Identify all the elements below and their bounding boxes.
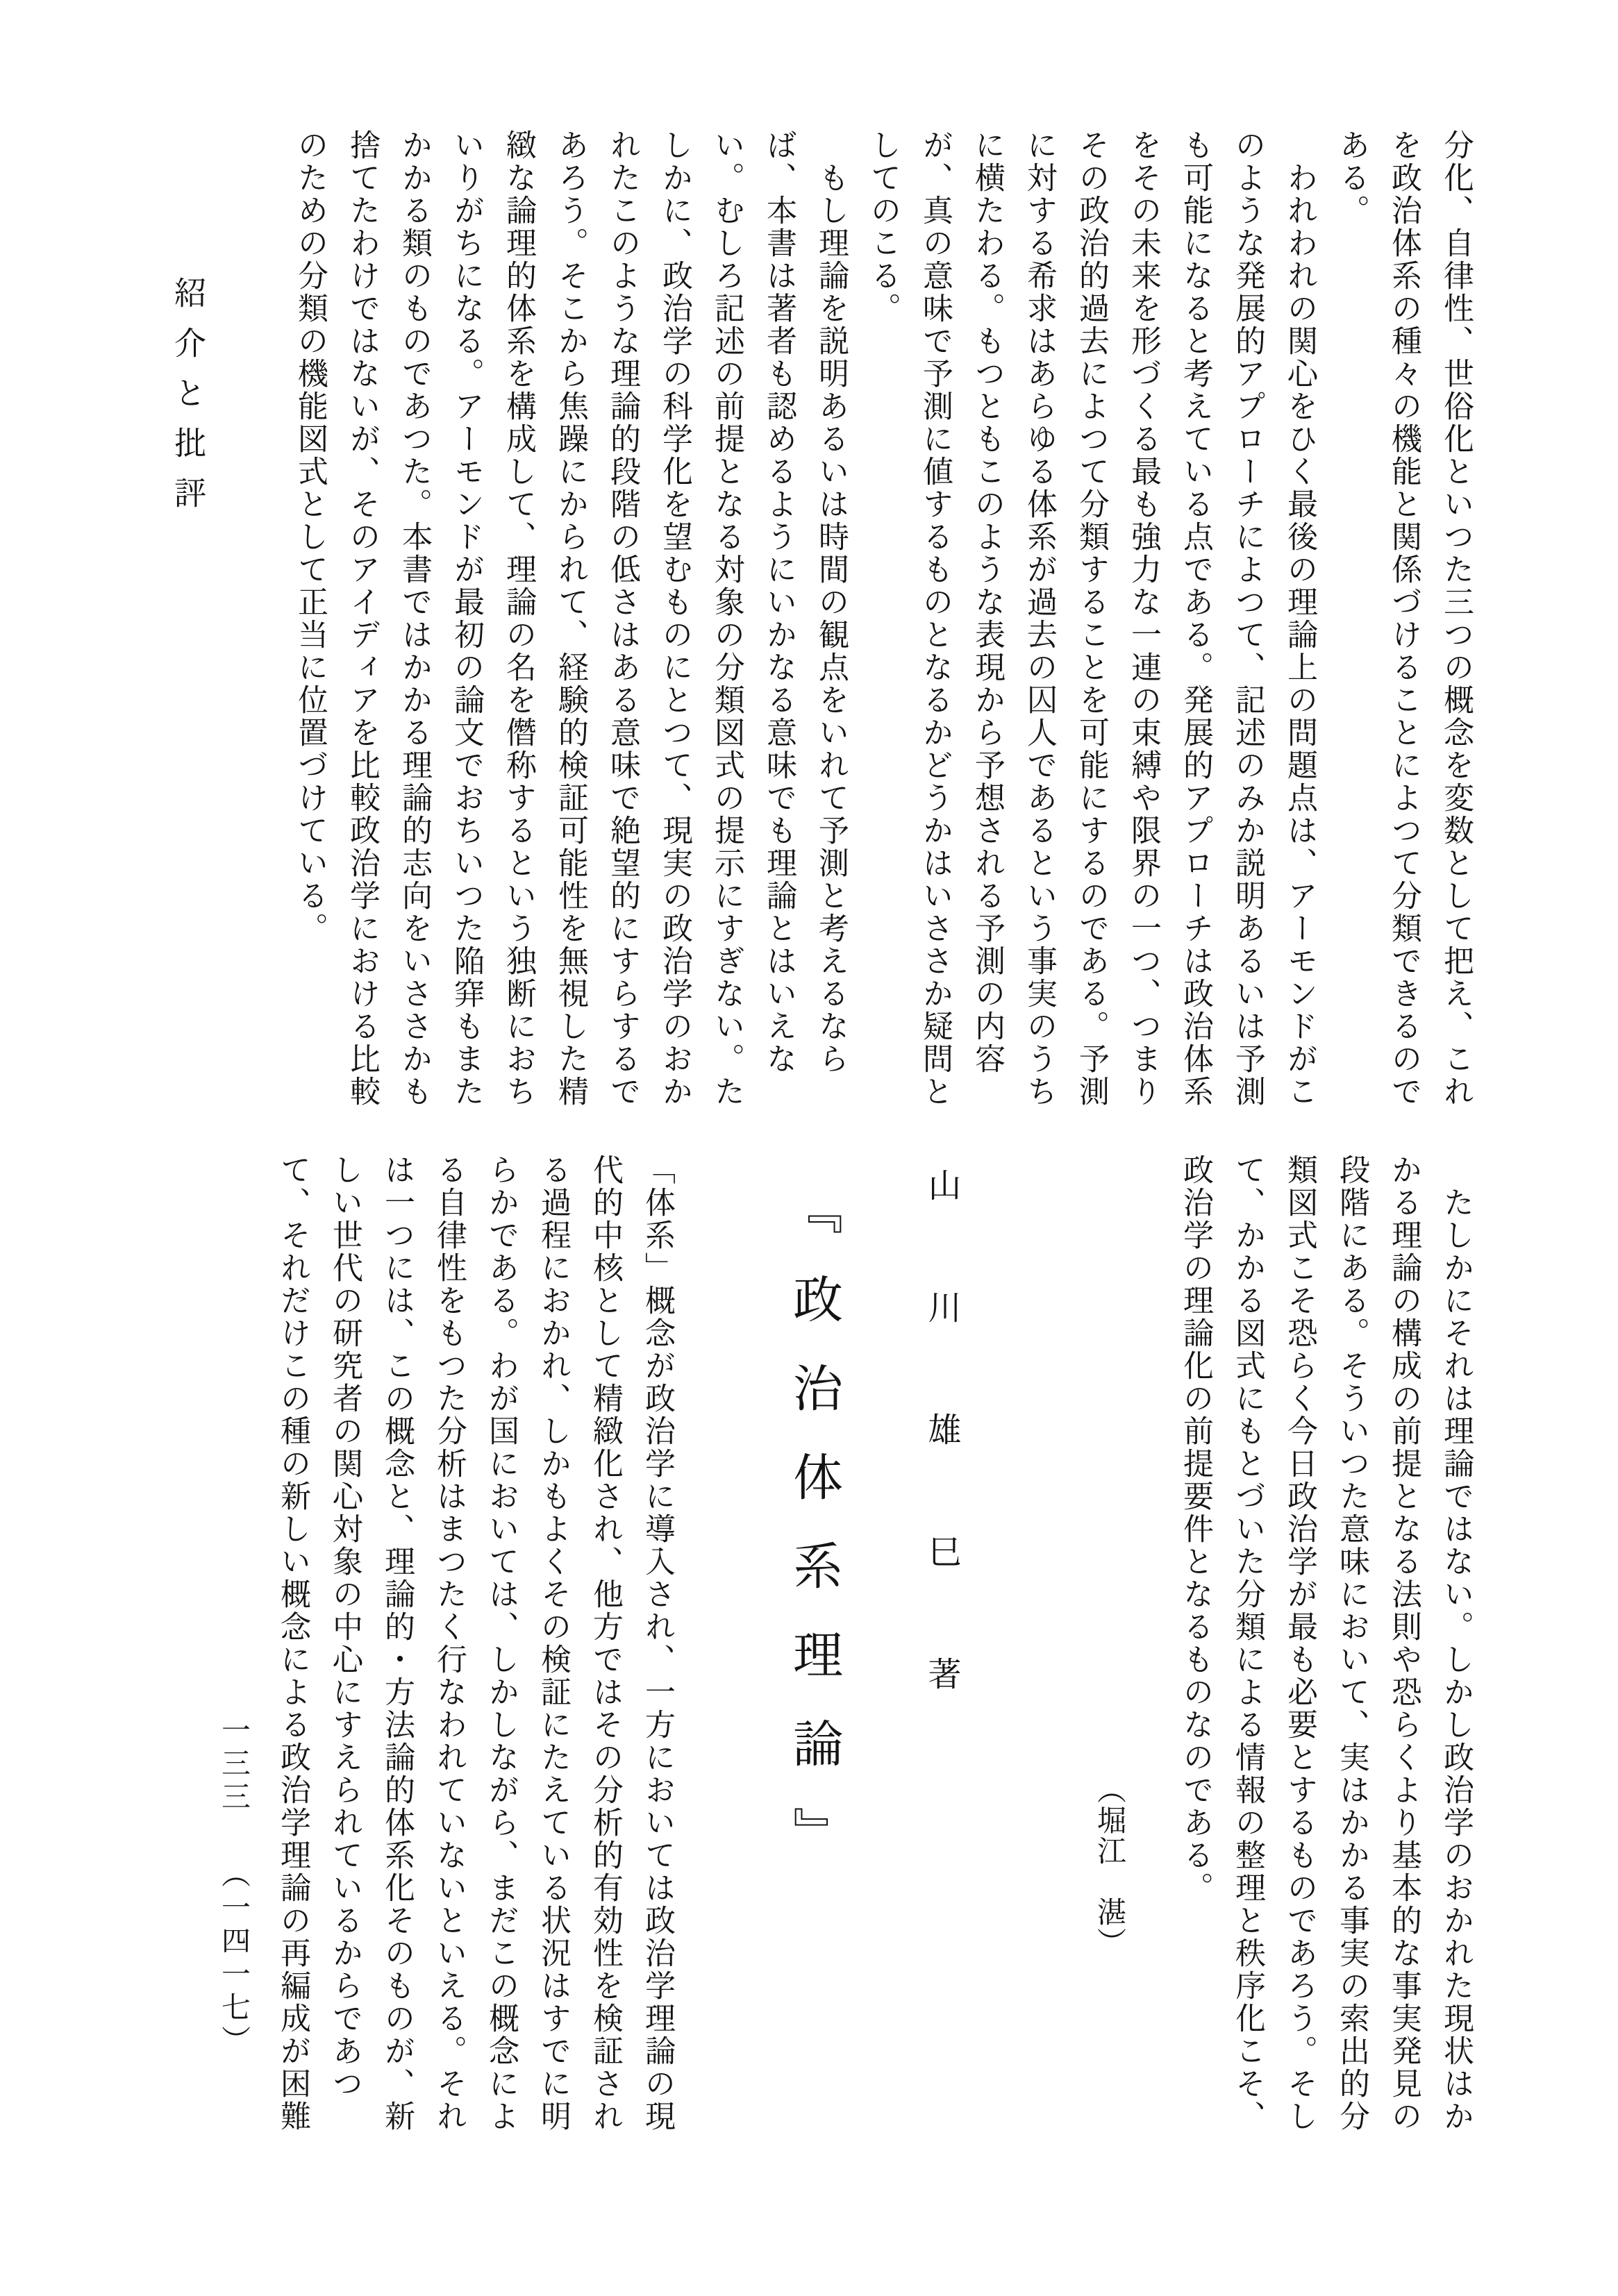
text-column: 「体系」概念が政治学に導入され、一方においては政治学理論の現: [640, 1154, 675, 2133]
text-column: る自律性をもつた分析はまつたく行なわれていないといえる。それ: [431, 1154, 467, 2133]
text-column: て、かかる図式にもとづいた分類による情報の整理と秩序化こそ、: [1230, 1154, 1265, 2133]
text-column: のような発展的アプローチによつて、記述のみか説明あるいは予測: [1230, 129, 1265, 1108]
text-column: 分化、自律性、世俗化といつた三つの概念を変数として把え、これ: [1438, 129, 1474, 1108]
page-number: [190, 1661, 278, 2059]
text-column: あろう。そこから焦躁にかられて、経験的検証可能性を無視した精: [553, 129, 588, 1108]
review-almond-closing-text: [1178, 1154, 1474, 2133]
text-column: 緻な論理的体系を構成して、理論の名を僭称するという独断におち: [501, 129, 536, 1108]
text-column: ある。: [1334, 129, 1369, 227]
text-column: 代的中核として精緻化され、他方ではその分析的有効性を検証され: [587, 1154, 623, 2133]
text-column: 政治学の理論化の前提要件となるものなのである。: [1178, 1154, 1213, 1904]
text-column: その政治的過去によつて分類することを可能にするのである。予測: [1074, 129, 1109, 1108]
text-column: われわれの関心をひく最後の理論上の問題点は、アーモンドがこ: [1282, 129, 1317, 1108]
text-column: に横たわる。もつともこのような表現から予想される予測の内容: [969, 129, 1005, 1075]
text-column: て、それだけこの種の新しい概念による政治学理論の再編成が困難: [275, 1154, 310, 2133]
text-column: に対する希求はあらゆる体系が過去の囚人であるという事実のうち: [1021, 129, 1057, 1108]
section-header: 紹介と批評: [169, 276, 207, 526]
text-column: をその未来を形づくる最も強力な一連の束縛や限界の一つ、つまり: [1126, 129, 1161, 1108]
reviewer-attribution: （堀江 湛）: [1093, 1775, 1127, 1958]
text-column: かる理論の構成の前提となる法則や恐らくより基本的な事実発見の: [1386, 1154, 1421, 2133]
text-column: しい世代の研究者の関心対象の中心にすえられているからであつ: [327, 1154, 362, 2100]
text-column: 段階にある。そういつた意味において、実はかかる事実の索出的分: [1334, 1154, 1369, 2133]
review-yamakawa-opening-text: [275, 1154, 675, 2133]
text-column: も可能になると考えている点である。発展的アプローチは政治体系: [1178, 129, 1213, 1108]
text-column: 類図式こそ恐らく今日政治学が最も必要とするものであろう。そし: [1282, 1154, 1317, 2133]
text-column: が、真の意味で予測に値するものとなるかどうかはいささか疑問と: [917, 129, 953, 1108]
page-number-main: 一三三: [217, 1714, 251, 1815]
text-column: たしかにそれは理論ではない。しかし政治学のおかれた現状はか: [1438, 1154, 1474, 2133]
text-column: してのこる。: [865, 129, 901, 325]
text-column: ば、本書は著者も認めるようにいかなる意味でも理論とはいえな: [761, 129, 797, 1075]
text-column: は一つには、この概念と、理論的・方法論的体系化そのものが、新: [379, 1154, 415, 2133]
book-author: 山川雄巳著: [922, 1168, 961, 1779]
book-title: 『政治体系理論』: [785, 1184, 843, 1895]
text-column: い。むしろ記述の前提となる対象の分類図式の提示にすぎない。た: [709, 129, 744, 1108]
text-column: を政治体系の種々の機能と関係づけることによつて分類できるので: [1386, 129, 1421, 1108]
text-column: れたこのような理論的段階の低さはある意味で絶望的にすらするで: [605, 129, 640, 1108]
page-number-series: （一四一七）: [217, 1859, 251, 2059]
text-column: しかに、政治学の科学化を望むものにとつて、現実の政治学のおか: [657, 129, 692, 1108]
text-column: らかである。わが国においては、しかしながら、まだこの概念によ: [483, 1154, 519, 2133]
text-column: 捨てたわけではないが、そのアイディアを比較政治学における比較: [344, 129, 380, 1108]
text-column: る過程におかれ、しかもよくその検証にたえている状況はすでに明: [535, 1154, 571, 2133]
text-column: いりがちになる。アーモンドが最初の論文でおちいつた陥穽もまた: [449, 129, 484, 1108]
review-almond-top-text: [292, 129, 1474, 1108]
text-column: のための分類の機能図式として正当に位置づけている。: [292, 129, 328, 945]
text-column: かかる類のものであつた。本書ではかかる理論的志向をいささかも: [397, 129, 432, 1108]
text-column: もし理論を説明あるいは時間の観点をいれて予測と考えるなら: [813, 129, 849, 1075]
